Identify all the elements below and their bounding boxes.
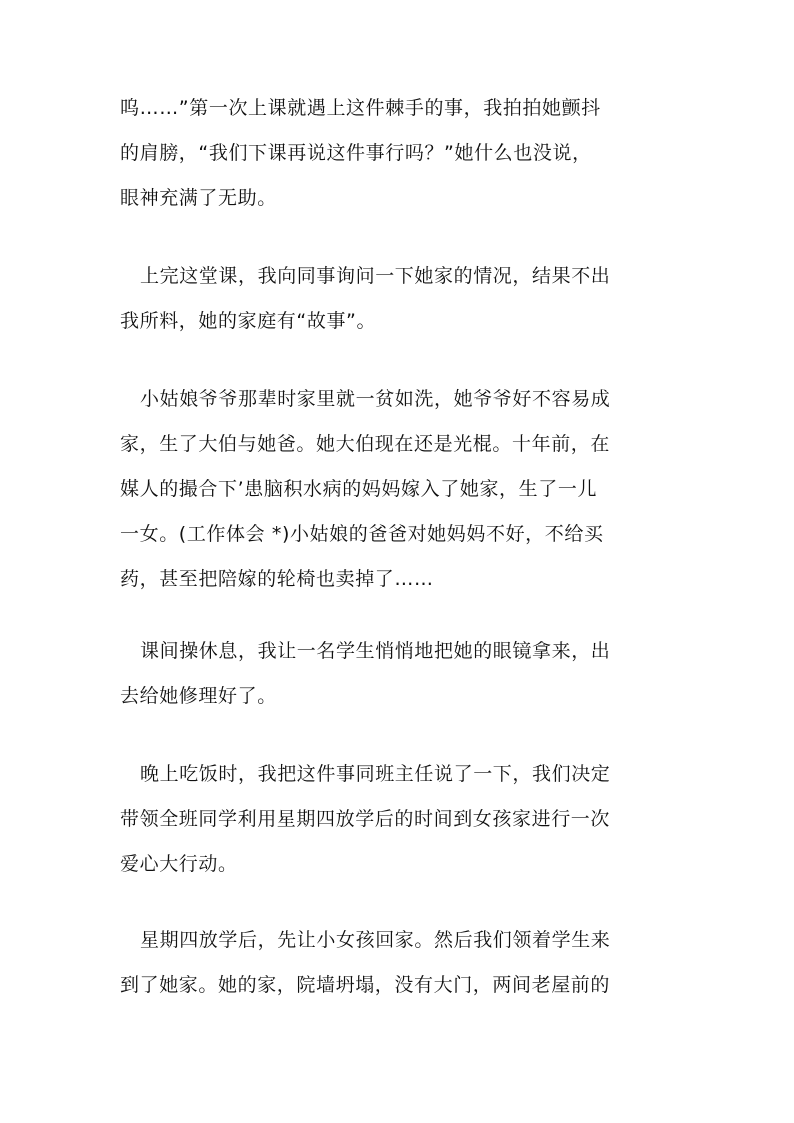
text-line: 到了她家。她的家，院墙坍塌，没有大门，两间老屋前的 <box>120 974 611 996</box>
text-line: 小姑娘爷爷那辈时家里就一贫如洗，她爷爷好不容易成 <box>140 388 611 410</box>
paragraph-2 <box>120 254 680 344</box>
paragraph-3 <box>120 377 680 602</box>
text-line: 我所料，她的家庭有“故事”。 <box>120 310 377 332</box>
paragraph-6 <box>120 918 680 1008</box>
text-line: 爱心大行动。 <box>120 853 238 875</box>
text-line: 带领全班同学利用星期四放学后的时间到女孩家进行一次 <box>120 808 611 830</box>
text-line: 上完这堂课，我向同事询问一下她家的情况，结果不出 <box>140 265 611 287</box>
text-line: 的肩膀，“我们下课再说这件事行吗？”她什么也没说， <box>120 142 592 164</box>
text-line: 星期四放学后，先让小女孩回家。然后我们领着学生来 <box>140 929 611 951</box>
paragraph-5 <box>120 752 680 887</box>
text-line: 去给她修理好了。 <box>120 685 277 707</box>
text-line: 药，甚至把陪嫁的轮椅也卖掉了…… <box>120 568 434 590</box>
text-line: 家，生了大伯与她爸。她大伯现在还是光棍。十年前，在 <box>120 433 611 455</box>
text-line: 一女。(工作体会 *)小姑娘的爸爸对她妈妈不好，不给买 <box>120 523 604 545</box>
text-line: 呜……”第一次上课就遇上这件棘手的事，我拍拍她颤抖 <box>120 97 601 119</box>
paragraph-4 <box>120 629 680 719</box>
text-line: 晚上吃饭时，我把这件事同班主任说了一下，我们决定 <box>140 763 611 785</box>
text-line: 眼神充满了无助。 <box>120 187 277 209</box>
text-line: 课间操休息，我让一名学生悄悄地把她的眼镜拿来，出 <box>140 640 611 662</box>
text-line: 媒人的撮合下’患脑积水病的妈妈嫁入了她家，生了一儿 <box>120 478 598 500</box>
paragraph-1 <box>120 86 680 221</box>
